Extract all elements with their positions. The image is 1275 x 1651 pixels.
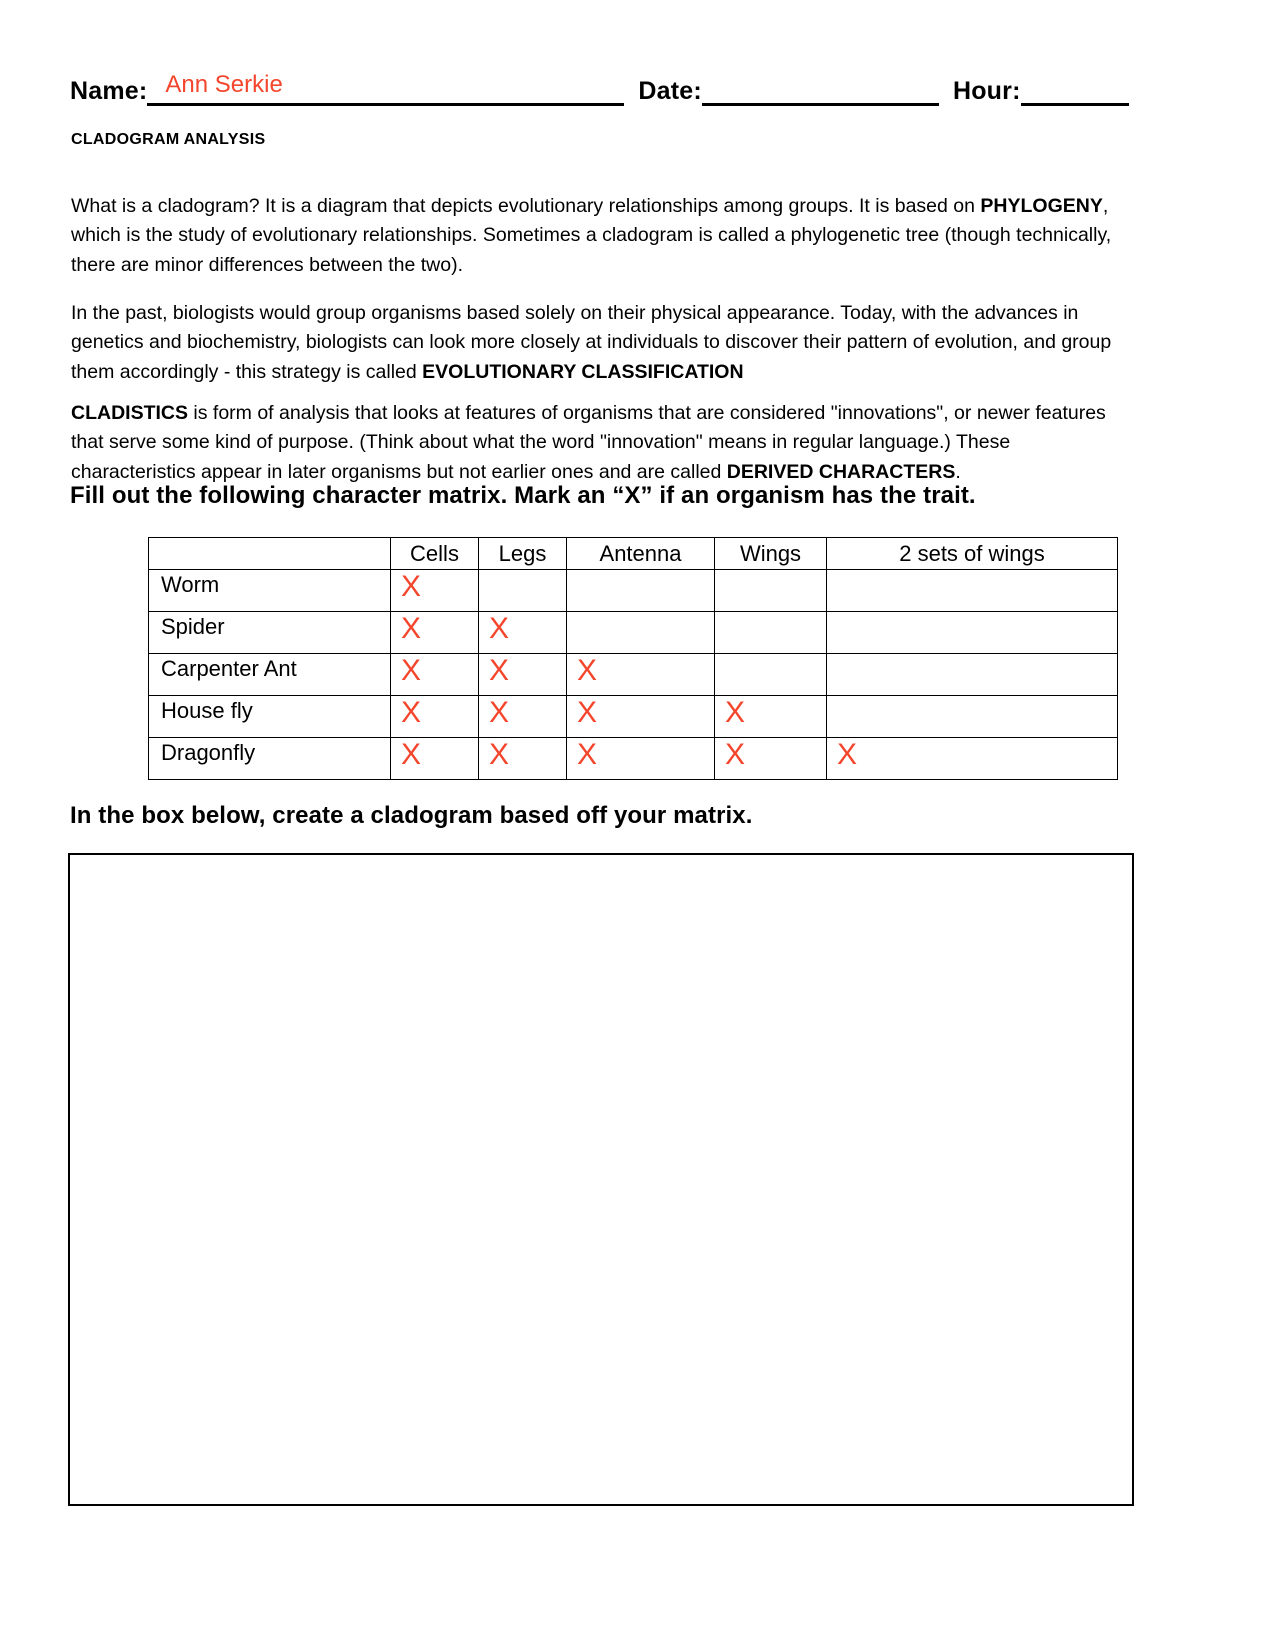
name-input[interactable]	[147, 73, 624, 106]
paragraph-what-is-a-cladogram	[71, 192, 1124, 281]
x-mark: X	[401, 570, 422, 603]
cell-dragonfly-two-sets-of-wings[interactable]	[827, 738, 1118, 780]
name-handwritten-value: Ann Serkie	[165, 71, 283, 98]
paragraph-evolutionary-classification	[71, 299, 1124, 388]
cell-house-fly-wings[interactable]	[715, 696, 827, 738]
cell-spider-antenna[interactable]	[567, 612, 715, 654]
cell-spider-wings[interactable]	[715, 612, 827, 654]
cell-dragonfly-wings[interactable]	[715, 738, 827, 780]
table-row	[149, 696, 1118, 738]
paragraph-3-text-b: .	[955, 460, 961, 483]
cell-carpenter-ant-cells[interactable]	[391, 654, 479, 696]
column-header-organism	[149, 538, 391, 570]
column-header-cells: Cells	[391, 538, 479, 570]
paragraph-cladistics	[71, 399, 1124, 488]
cell-dragonfly-antenna[interactable]	[567, 738, 715, 780]
x-mark: X	[401, 612, 422, 645]
cell-house-fly-legs[interactable]	[479, 696, 567, 738]
cell-house-fly-two-sets-of-wings[interactable]	[827, 696, 1118, 738]
hour-label: Hour:	[952, 77, 1021, 105]
row-label-carpenter-ant: Carpenter Ant	[149, 654, 391, 696]
x-mark: X	[489, 654, 510, 687]
x-mark: X	[489, 696, 510, 729]
cell-dragonfly-cells[interactable]	[391, 738, 479, 780]
term-derived-characters: DERIVED CHARACTERS	[726, 460, 956, 483]
cell-spider-cells[interactable]	[391, 612, 479, 654]
row-label-spider: Spider	[149, 612, 391, 654]
x-mark: X	[401, 738, 422, 771]
instruction-create-cladogram: In the box below, create a cladogram based off your matrix.	[70, 802, 753, 829]
date-label: Date:	[638, 77, 702, 105]
column-header-legs: Legs	[479, 538, 567, 570]
row-label-house-fly: House fly	[149, 696, 391, 738]
cell-spider-legs[interactable]	[479, 612, 567, 654]
cell-carpenter-ant-two-sets-of-wings[interactable]	[827, 654, 1118, 696]
cell-worm-cells[interactable]	[391, 570, 479, 612]
cell-worm-two-sets-of-wings[interactable]	[827, 570, 1118, 612]
table-row	[149, 654, 1118, 696]
term-cladistics: CLADISTICS	[71, 401, 188, 424]
table-header-row	[149, 538, 1118, 570]
cell-carpenter-ant-antenna[interactable]	[567, 654, 715, 696]
term-phylogeny: PHYLOGENY	[980, 194, 1103, 217]
x-mark: X	[489, 738, 510, 771]
x-mark: X	[577, 696, 598, 729]
paragraph-1-text-a: What is a cladogram? It is a diagram that depicts evolutionary relationships among groups. It is based on	[71, 194, 981, 217]
column-header-antenna: Antenna	[567, 538, 715, 570]
hour-input[interactable]	[1021, 73, 1129, 106]
x-mark: X	[725, 696, 746, 729]
cell-carpenter-ant-wings[interactable]	[715, 654, 827, 696]
table-row	[149, 570, 1118, 612]
x-mark: X	[577, 654, 598, 687]
cell-worm-wings[interactable]	[715, 570, 827, 612]
column-header-wings: Wings	[715, 538, 827, 570]
x-mark: X	[401, 696, 422, 729]
instruction-fill-matrix: Fill out the following character matrix. Mark an “X” if an organism has the trait.	[70, 482, 976, 509]
table-row	[149, 738, 1118, 780]
cell-worm-legs[interactable]	[479, 570, 567, 612]
x-mark: X	[577, 738, 598, 771]
cell-house-fly-cells[interactable]	[391, 696, 479, 738]
x-mark: X	[725, 738, 746, 771]
character-matrix	[148, 537, 1118, 780]
cladogram-drawing-box[interactable]	[68, 853, 1134, 1506]
x-mark: X	[837, 738, 858, 771]
name-label: Name:	[70, 77, 148, 105]
cell-spider-two-sets-of-wings[interactable]	[827, 612, 1118, 654]
x-mark: X	[489, 612, 510, 645]
date-input[interactable]	[702, 73, 939, 106]
table-row	[149, 612, 1118, 654]
paragraph-2-text-a: In the past, biologists would group organisms based solely on their physical appearance. Today, with the advances in genetics and biochemistry, biologists can look more closely at individuals to discover their pattern of evolution, and group them accordingly - this strategy is called	[71, 301, 1112, 383]
cell-dragonfly-legs[interactable]	[479, 738, 567, 780]
paragraph-3-text-a: is form of analysis that looks at features of organisms that are considered "innovations", or newer features that serve some kind of purpose. (Think about what the word "innovation" means in regular language.) These characteristics appear in later organisms but not earlier ones and are called	[71, 401, 1106, 483]
x-mark: X	[401, 654, 422, 687]
page-title: CLADOGRAM ANALYSIS	[71, 131, 266, 148]
column-header-two-sets-of-wings: 2 sets of wings	[827, 538, 1118, 570]
term-evolutionary-classification: EVOLUTIONARY CLASSIFICATION	[422, 360, 744, 383]
row-label-dragonfly: Dragonfly	[149, 738, 391, 780]
cell-carpenter-ant-legs[interactable]	[479, 654, 567, 696]
paragraph-1-text-b: , which is the study of evolutionary relationships. Sometimes a cladogram is called a phylogenetic tree (though technically, there are minor differences between the two).	[71, 194, 1112, 276]
cell-house-fly-antenna[interactable]	[567, 696, 715, 738]
row-label-worm: Worm	[149, 570, 391, 612]
student-info-header	[70, 62, 1150, 106]
cell-worm-antenna[interactable]	[567, 570, 715, 612]
